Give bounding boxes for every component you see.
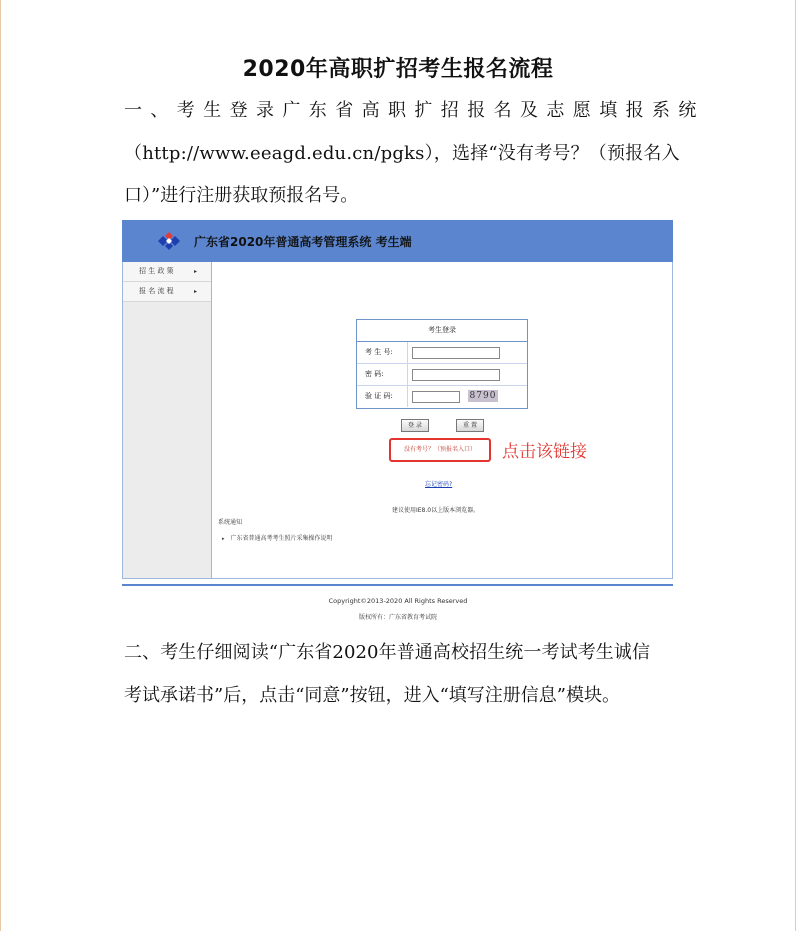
step2-line1: 二、考生仔细阅读“广东省2020年普通高校招生统一考试考生诚信: [124, 642, 651, 663]
captcha-input[interactable]: [412, 391, 460, 403]
copyright-owner: 版权所有：广东省教育考试院: [358, 614, 437, 621]
notice-title: 系统通知: [218, 519, 243, 526]
step1-line2: （http://www.eeagd.edu.cn/pgks），选择“没有考号？（预报名入: [124, 143, 680, 164]
login-button[interactable]: 登 录: [401, 419, 429, 432]
login-row-examinee-number: [357, 342, 527, 364]
caret-right-icon: ▸: [193, 288, 197, 295]
login-heading: 考生登录: [357, 320, 527, 342]
row-divider: [407, 342, 408, 363]
system-title: 广东省2020年普通高考管理系统 考生端: [194, 235, 412, 249]
captcha-image[interactable]: 8790: [469, 391, 497, 401]
row-divider: [407, 386, 408, 407]
copyright: Copyright©2013-2020 All Rights Reserved: [328, 597, 468, 605]
preregister-link[interactable]: [389, 438, 491, 462]
notice-item-label: 广东省普通高考考生照片采集操作说明: [230, 535, 333, 542]
logo-icon: [154, 231, 184, 251]
preregister-link-label: 没有考号？（预报名入口）: [403, 446, 476, 453]
examinee-number-label: 考 生 号:: [365, 348, 393, 356]
system-header: [122, 220, 673, 262]
sidebar-item-label: 报 名 流 程: [139, 287, 174, 295]
login-row-captcha: [357, 386, 527, 407]
system-body: [122, 262, 673, 579]
caret-right-icon: ▸: [222, 536, 225, 542]
caret-right-icon: ▸: [193, 268, 197, 275]
sidebar: [123, 262, 212, 578]
login-form: [356, 319, 528, 409]
sidebar-item-label: 招 生 政 策: [139, 267, 174, 275]
examinee-number-input[interactable]: [412, 347, 500, 359]
system-screenshot: [122, 220, 673, 587]
login-row-password: [357, 364, 527, 386]
step1-line3: 口）”进行注册获取预报名号。: [124, 185, 359, 206]
sidebar-item-policy[interactable]: [123, 262, 211, 282]
row-divider: [407, 364, 408, 385]
browser-tip: 建议使用IE8.0以上版本浏览器。: [392, 507, 480, 514]
document-title: 2020年高职扩招考生报名流程: [242, 57, 554, 82]
forgot-password-link[interactable]: 忘记密码?: [425, 481, 453, 488]
reset-button[interactable]: 重 置: [456, 419, 484, 432]
password-label: 密 码:: [365, 370, 384, 378]
click-annotation: 点击该链接: [502, 442, 587, 462]
sidebar-item-process[interactable]: [123, 282, 211, 302]
notice-item[interactable]: [222, 533, 333, 542]
step1-line1: 一、考生登录广东省高职扩招报名及志愿填报系统: [124, 100, 705, 121]
password-input[interactable]: [412, 369, 500, 381]
footer-divider: [122, 584, 673, 586]
captcha-label: 验 证 码:: [365, 392, 393, 400]
step2-line2: 考试承诺书”后，点击“同意”按钮，进入“填写注册信息”模块。: [124, 685, 621, 706]
